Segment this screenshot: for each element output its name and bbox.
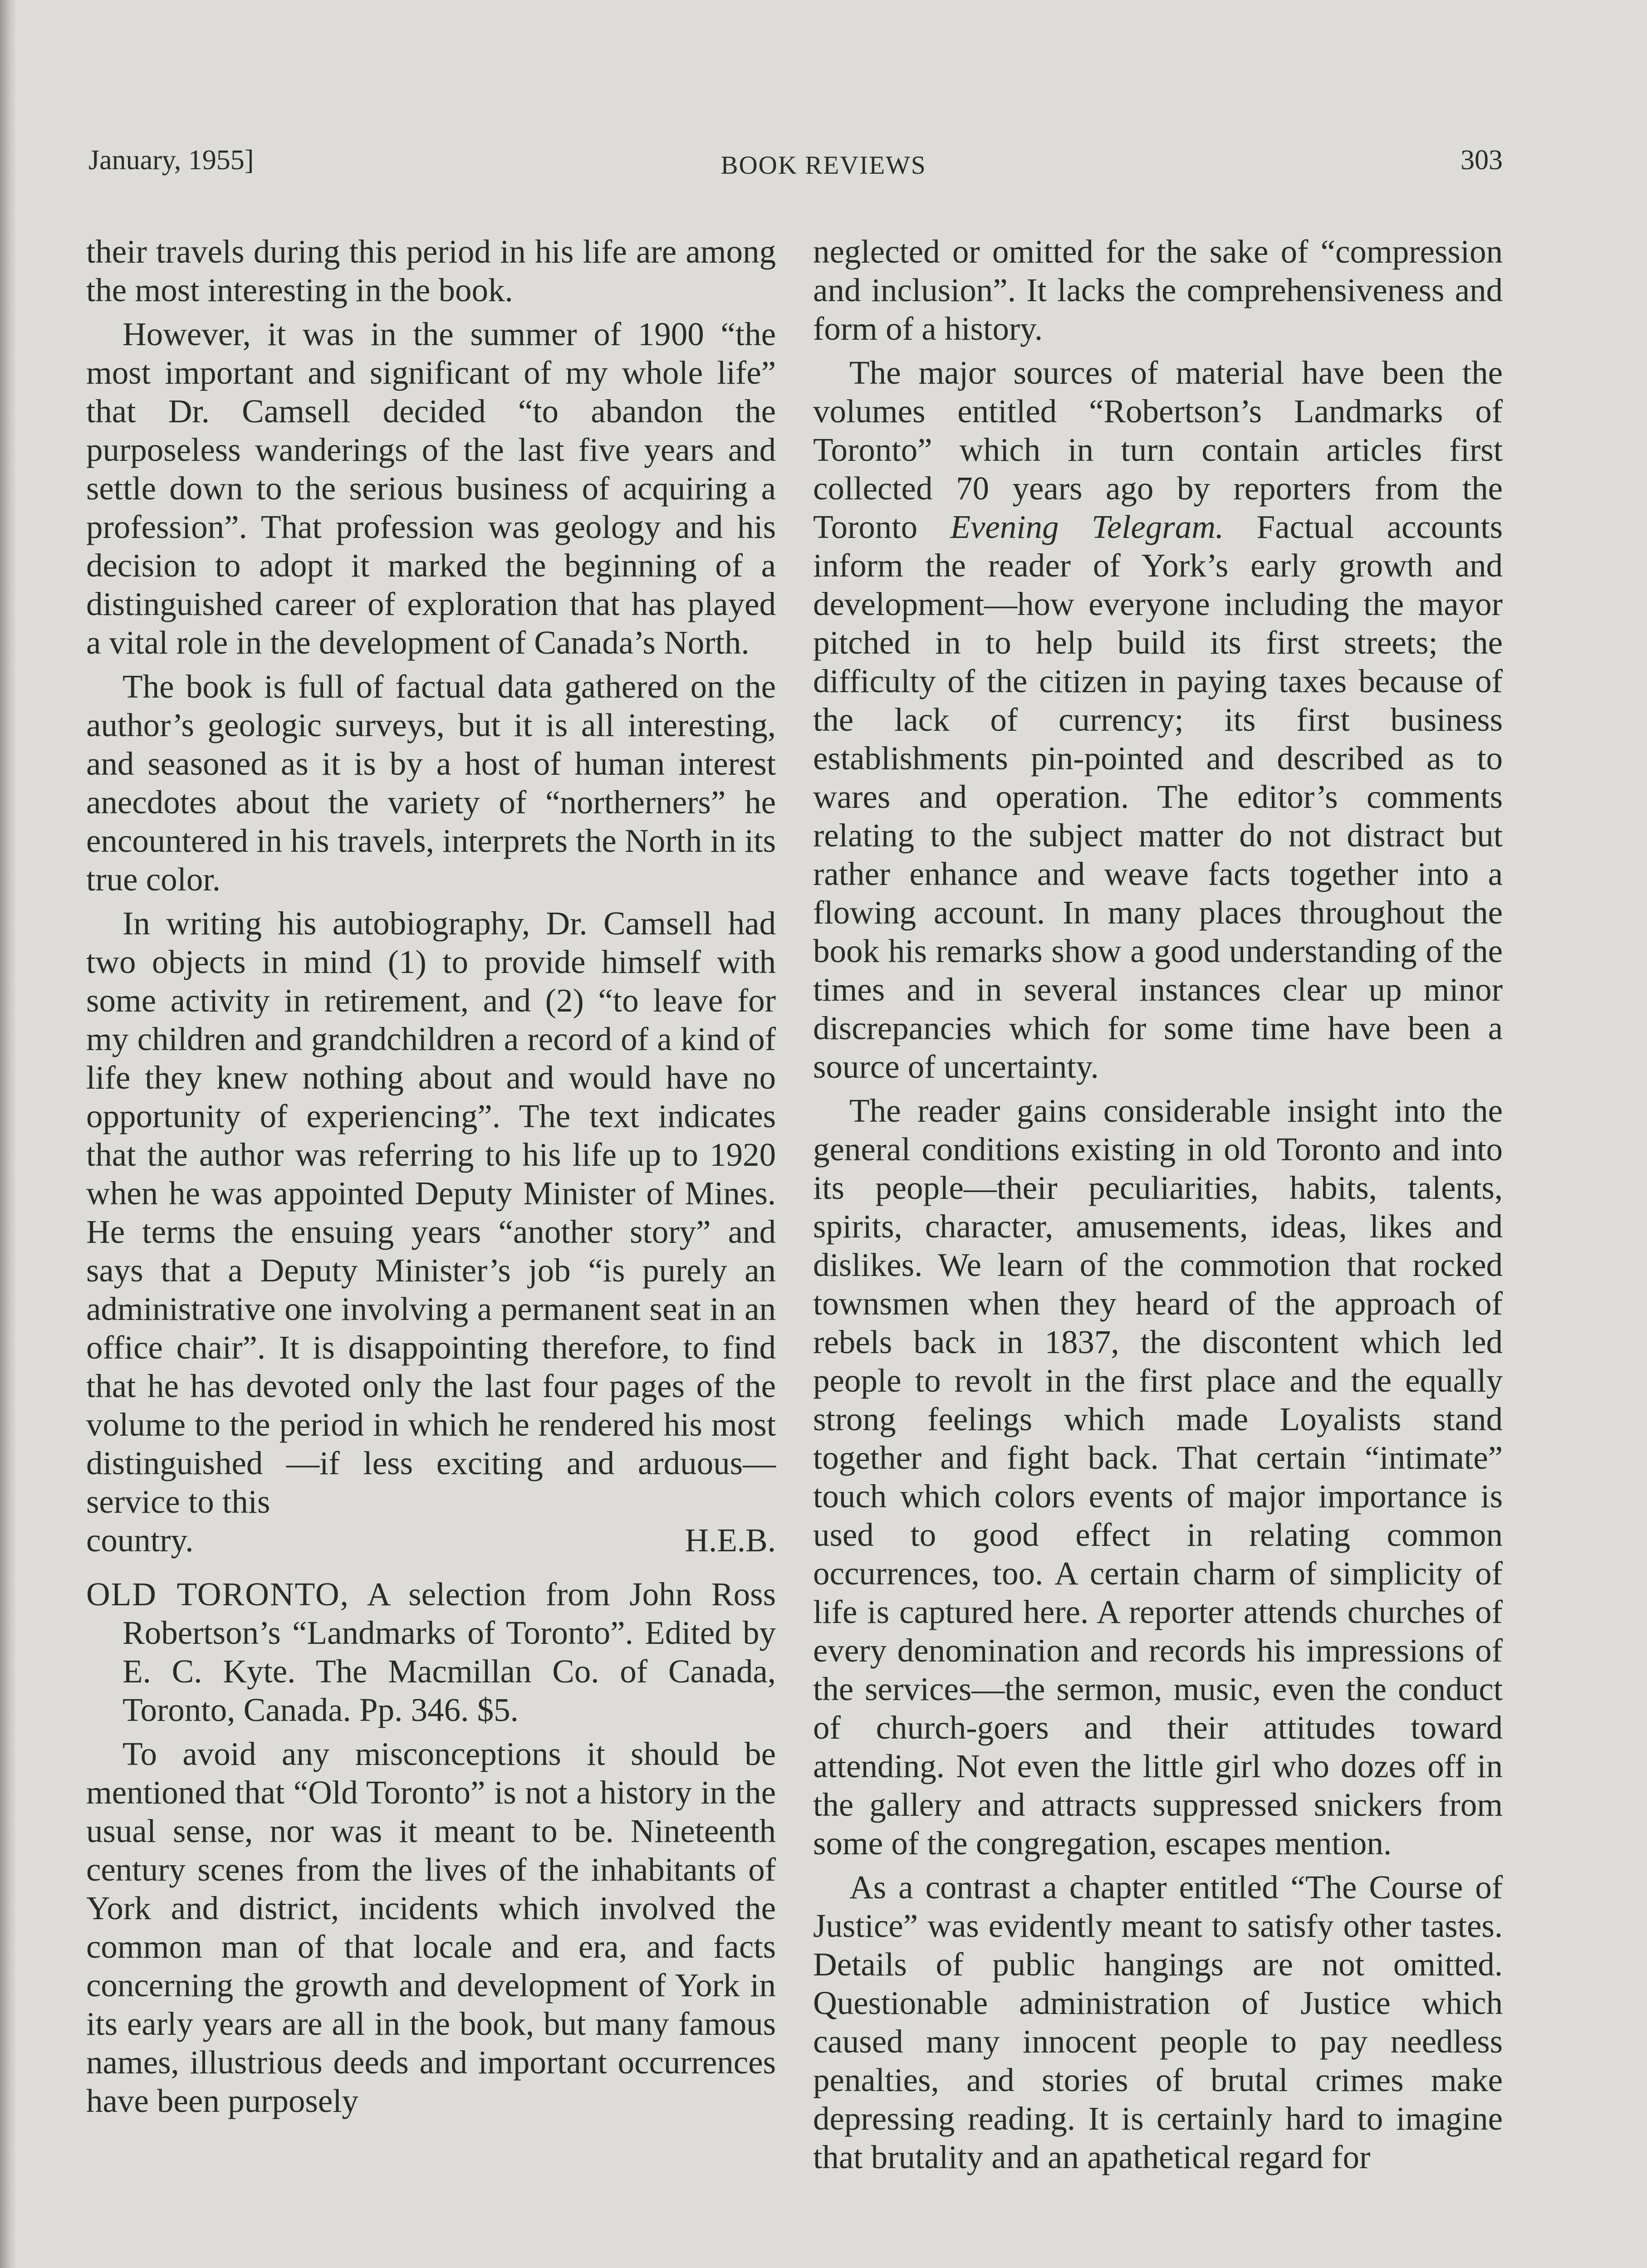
page-number: 303 xyxy=(1461,145,1503,176)
paragraph: To avoid any misconceptions it should be mentioned that “Old Toronto” is not a history in the usual sense, nor was it meant to be. Nineteenth century scenes from the lives of the inhabitants of York and district, incidents which involved the common man of that locale and era, and facts concerning the growth and development of York in its early years are all in the book, but many famous names, illustrious deeds and important occurrences have been purposely xyxy=(86,1735,776,2119)
left-column xyxy=(86,232,776,2126)
reviewer-initials: H.E.B. xyxy=(685,1522,776,1559)
paragraph xyxy=(813,353,1503,1086)
running-head-date: January, 1955] xyxy=(88,145,254,176)
paragraph-end: country. xyxy=(86,1522,194,1559)
signature-line xyxy=(86,1521,776,1559)
book-entry-heading xyxy=(86,1575,776,1729)
right-column xyxy=(813,232,1503,2182)
book-title: OLD TORONTO, xyxy=(86,1576,349,1613)
paragraph: neglected or omitted for the sake of “compression and inclusion”. It lacks the comprehensiveness and form of a history. xyxy=(813,233,1503,347)
paragraph: their travels during this period in his life are among the most interesting in the book. xyxy=(86,233,776,308)
paragraph-text: The major sources of material have been the volumes entitled “Robertson’s Landmarks of Toronto” which in turn contain articles first collected 70 years ago by reporters from the Toronto xyxy=(813,354,1503,545)
paragraph: However, it was in the summer of 1900 “the most important and significant of my whole life” that Dr. Camsell decided “to abandon the purposeless wanderings of the last five years and settle down to the serious business of acquiring a profession”. That profession was geology and his decision to adopt it marked the beginning of a distinguished career of exploration that has played a vital role in the development of Canada’s North. xyxy=(86,316,776,661)
book-details: A selection from John Ross Robertson’s “Landmarks of Toronto”. Edited by E. C. Kyte. The Macmillan Co. of Canada, Toronto, Canada. Pp. 346. $5. xyxy=(123,1576,776,1728)
paragraph xyxy=(86,904,776,1521)
paragraph: The book is full of factual data gathered on the author’s geologic surveys, but it is all interesting, and seasoned as it is by a host of human interest anecdotes about the variety of “northerners” he encountered in his travels, interprets the North in its true color. xyxy=(86,668,776,898)
newspaper-title: Evening Telegram. xyxy=(950,508,1224,545)
book-spine-shadow xyxy=(0,0,16,2268)
running-head-section: BOOK REVIEWS xyxy=(721,151,926,180)
paragraph: As a contrast a chapter entitled “The Course of Justice” was evidently meant to satisfy other tastes. Details of public hangings are not omitted. Questionable administration of Justice which caused many innocent people to pay needless penalties, and stories of brutal crimes make depressing reading. It is certainly hard to imagine that brutality and an apathetical regard for xyxy=(813,1869,1503,2175)
paragraph: The reader gains considerable insight into the general conditions existing in old Toronto and into its people—their peculiarities, habits, talents, spirits, character, amusements, ideas, likes and dislikes. We learn of the commotion that rocked townsmen when they heard of the approach of rebels back in 1837, the discontent which led people to revolt in the first place and the equally strong feelings which made Loyalists stand together and fight back. That certain “intimate” touch which colors events of major importance is used to good effect in relating common occurrences, too. A certain charm of simplicity of life is captured here. A reporter attends churches of every denomination and records his impressions of the services—the sermon, music, even the conduct of church-goers and their attitudes toward attending. Not even the little girl who dozes off in the gallery and attracts suppressed snickers from some of the congregation, escapes mention. xyxy=(813,1092,1503,1862)
paragraph-text: Factual accounts inform the reader of York’s early growth and development—how everyone including the mayor pitched in to help build its first streets; the difficulty of the citizen in paying taxes because of the lack of currency; its first business establishments pin-pointed and described as to wares and operation. The editor’s comments relating to the subject matter do not distract but rather enhance and weave facts together into a flowing account. In many places throughout the book his remarks show a good understanding of the times and in several instances clear up minor discrepancies which for some time have been a source of uncertainty. xyxy=(813,508,1503,1085)
paragraph-text: In writing his autobiography, Dr. Camsell had two objects in mind (1) to provide himself with some activity in retirement, and (2) “to leave for my children and grandchildren a record of a kind of life they knew nothing about and would have no opportunity of experiencing”. The text indicates that the author was referring to his life up to 1920 when he was appointed Deputy Minister of Mines. He terms the ensuing years “another story” and says that a Deputy Minister’s job “is purely an administrative one involving a permanent seat in an office chair”. It is disappointing therefore, to find that he has devoted only the last four pages of the volume to the period in which he rendered his most distinguished —if less exciting and arduous—service to this xyxy=(86,905,776,1520)
